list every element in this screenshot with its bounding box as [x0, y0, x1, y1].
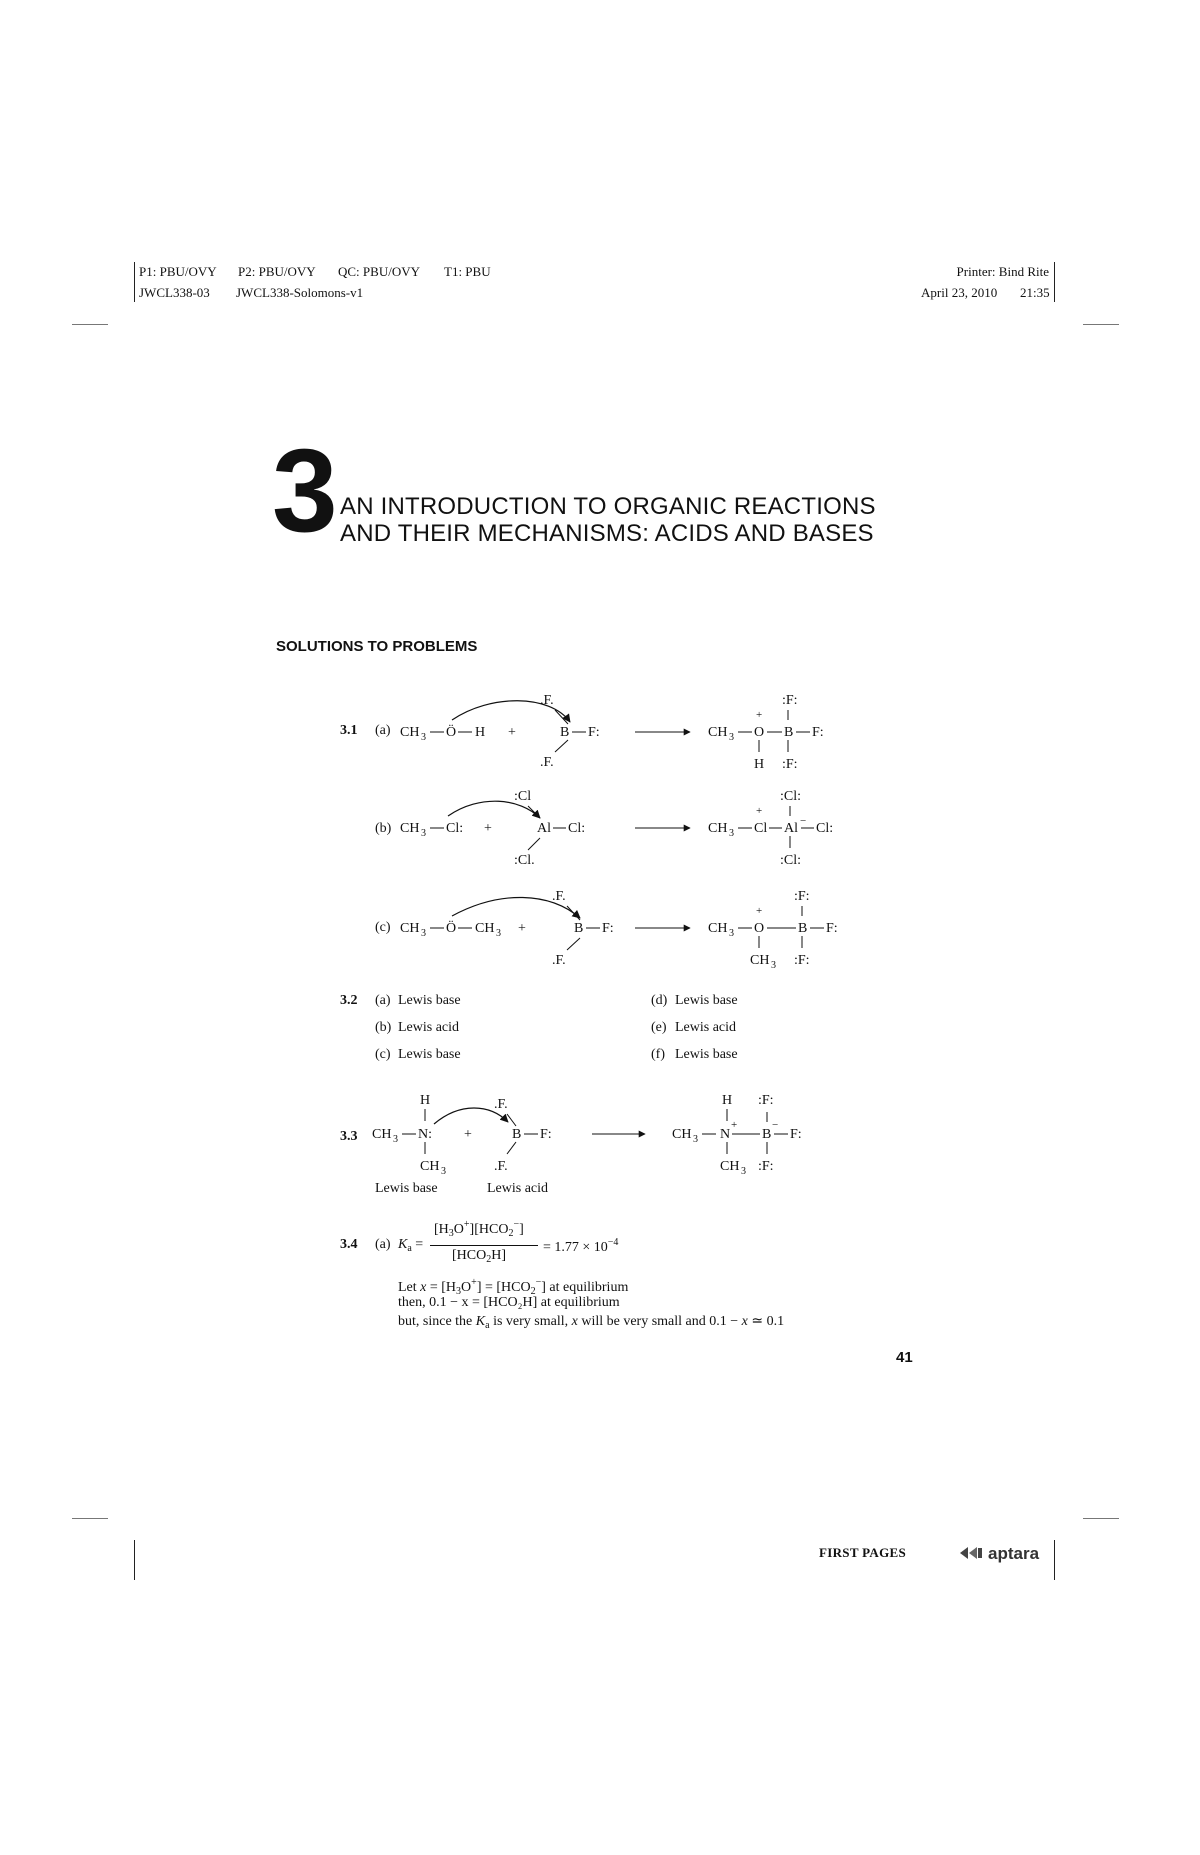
- svg-text:CH: CH: [400, 921, 420, 936]
- svg-text:F:: F:: [602, 921, 614, 936]
- svg-text:.F.: .F.: [540, 693, 554, 708]
- svg-text:Cl: Cl: [754, 821, 768, 836]
- svg-text::F:: :F:: [794, 889, 810, 904]
- svg-text::Cl:: :Cl:: [780, 853, 802, 868]
- footer-right-rule: [1054, 1540, 1055, 1580]
- svg-text:+: +: [484, 821, 492, 836]
- svg-text::Cl.: :Cl.: [514, 853, 535, 868]
- fraction-bar: [430, 1245, 538, 1246]
- reaction-b: [400, 789, 833, 868]
- svg-text::F:: :F:: [758, 1093, 774, 1108]
- crop-mark: [1083, 1518, 1119, 1519]
- equation-line-1: Let $x = [H_3O^+] = [HCO_2^-]$ at equilibrium: [398, 1277, 629, 1297]
- header-qc: QC: PBU/OVY: [338, 264, 420, 279]
- chapter-title-line1: AN INTRODUCTION TO ORGANIC REACTIONS: [340, 493, 876, 520]
- answer-b-label: (b): [375, 1020, 392, 1035]
- part-label-b: (b): [375, 821, 392, 836]
- answer-f-text: Lewis base: [675, 1047, 738, 1062]
- svg-text:3: 3: [741, 1166, 746, 1177]
- svg-text:CH: CH: [750, 953, 770, 968]
- svg-text:.F.: .F.: [552, 889, 566, 904]
- ka-denominator: $[HCO_2H]$: [452, 1248, 507, 1265]
- svg-text::F:: :F:: [782, 693, 798, 708]
- svg-text:Ö: Ö: [446, 921, 457, 936]
- svg-text:H: H: [722, 1093, 733, 1108]
- answer-d-label: (d): [651, 993, 668, 1008]
- svg-text:B: B: [560, 725, 570, 740]
- svg-text:.F.: .F.: [540, 755, 554, 770]
- svg-text::F:: :F:: [794, 953, 810, 968]
- part-label-3-4a: (a): [375, 1237, 391, 1252]
- problem-number-3-3: 3.3: [340, 1129, 358, 1144]
- footer-left-rule: [134, 1540, 135, 1580]
- reaction-c: [400, 889, 838, 971]
- header-time: 21:35: [1020, 285, 1050, 300]
- svg-text:CH: CH: [400, 821, 420, 836]
- svg-text:F:: F:: [826, 921, 838, 936]
- svg-text:H: H: [420, 1093, 431, 1108]
- problem-number-3-2: 3.2: [340, 993, 358, 1008]
- header-printer: Printer: Bind Rite: [956, 264, 1049, 279]
- equation-line-3: but, since the $K_a$ is very small, x will be very small and 0.1 − x ≃ 0.1: [398, 1314, 785, 1331]
- answer-f-label: (f): [651, 1047, 665, 1062]
- svg-text:3: 3: [771, 960, 776, 971]
- svg-text:B: B: [512, 1127, 522, 1142]
- svg-text:−: −: [772, 1119, 779, 1131]
- section-title: SOLUTIONS TO PROBLEMS: [276, 638, 478, 655]
- svg-text:+: +: [731, 1119, 738, 1131]
- equation-line-2: then, 0.1 − x = [HCO₂H] at equilibrium: [398, 1295, 620, 1310]
- answer-c-text: Lewis base: [398, 1047, 461, 1062]
- svg-text:F:: F:: [588, 725, 600, 740]
- svg-text:3: 3: [421, 732, 426, 743]
- svg-text:3: 3: [496, 928, 501, 939]
- reaction-a: [400, 693, 824, 772]
- svg-text:CH: CH: [708, 725, 728, 740]
- ka-value: = $1.77 \times 10^{-4}$: [543, 1237, 619, 1255]
- svg-text:Cl:: Cl:: [568, 821, 586, 836]
- svg-text:.F.: .F.: [552, 953, 566, 968]
- svg-text:Ö: Ö: [446, 725, 457, 740]
- svg-text:CH: CH: [420, 1159, 440, 1174]
- svg-text:B: B: [784, 725, 794, 740]
- answer-e-text: Lewis acid: [675, 1020, 737, 1035]
- svg-text:B: B: [574, 921, 584, 936]
- svg-text:O: O: [754, 921, 765, 936]
- svg-text:3: 3: [421, 828, 426, 839]
- svg-text::F:: :F:: [782, 757, 798, 772]
- chapter-number: 3: [272, 425, 338, 557]
- aptara-logo-icon: [958, 1544, 984, 1562]
- chapter-title-line2: AND THEIR MECHANISMS: ACIDS AND BASES: [340, 520, 874, 547]
- svg-text:F:: F:: [540, 1127, 552, 1142]
- svg-text:CH: CH: [400, 725, 420, 740]
- problem-number-3-1: 3.1: [340, 723, 358, 738]
- crop-mark: [72, 324, 108, 325]
- answer-e-label: (e): [651, 1020, 667, 1035]
- svg-text:N:: N:: [418, 1127, 432, 1142]
- label-lewis-base: Lewis base: [375, 1181, 438, 1196]
- svg-text:CH: CH: [720, 1159, 740, 1174]
- svg-text:B: B: [798, 921, 808, 936]
- svg-text:3: 3: [729, 928, 734, 939]
- header-left-rule: [134, 262, 135, 302]
- header-date: April 23, 2010: [921, 285, 998, 300]
- reaction-scheme-3-3: [370, 1090, 840, 1190]
- reaction-scheme-3-1: [390, 680, 870, 980]
- footer-first-pages: FIRST PAGES: [819, 1545, 906, 1560]
- answer-b-text: Lewis acid: [398, 1020, 460, 1035]
- crop-mark: [1083, 324, 1119, 325]
- label-lewis-acid: Lewis acid: [487, 1181, 549, 1196]
- aptara-logo: [958, 1544, 1039, 1564]
- svg-text:H: H: [475, 725, 486, 740]
- answer-d-text: Lewis base: [675, 993, 738, 1008]
- svg-text:CH: CH: [672, 1127, 692, 1142]
- answer-c-label: (c): [375, 1047, 391, 1062]
- svg-text:CH: CH: [708, 921, 728, 936]
- svg-text:.F.: .F.: [494, 1097, 508, 1112]
- svg-text:F:: F:: [812, 725, 824, 740]
- svg-text:+: +: [508, 725, 516, 740]
- svg-text:+: +: [518, 921, 526, 936]
- svg-text:.F.: .F.: [494, 1159, 508, 1174]
- header-p2: P2: PBU/OVY: [238, 264, 316, 279]
- svg-text::Cl: :Cl: [514, 789, 532, 804]
- header-right-rule: [1054, 262, 1055, 302]
- svg-text:F:: F:: [790, 1127, 802, 1142]
- svg-text:+: +: [756, 709, 763, 721]
- svg-text:O: O: [754, 725, 765, 740]
- svg-text:3: 3: [729, 732, 734, 743]
- answer-a-text: Lewis base: [398, 993, 461, 1008]
- svg-text:Cl:: Cl:: [446, 821, 464, 836]
- svg-text:+: +: [756, 905, 763, 917]
- svg-text:N: N: [720, 1127, 731, 1142]
- svg-text:Al: Al: [784, 821, 798, 836]
- svg-text:3: 3: [421, 928, 426, 939]
- svg-text:3: 3: [693, 1134, 698, 1145]
- svg-text:−: −: [800, 815, 807, 827]
- svg-text::F:: :F:: [758, 1159, 774, 1174]
- aptara-wordmark: aptara: [988, 1544, 1040, 1563]
- svg-text:3: 3: [729, 828, 734, 839]
- svg-text:Cl:: Cl:: [816, 821, 834, 836]
- answer-a-label: (a): [375, 993, 391, 1008]
- svg-text:CH: CH: [708, 821, 728, 836]
- svg-text:+: +: [464, 1127, 472, 1142]
- page-number: 41: [896, 1349, 913, 1366]
- part-label-a: (a): [375, 723, 391, 738]
- problem-number-3-4: 3.4: [340, 1237, 358, 1252]
- ka-numerator: $[H_3O^+][HCO_2^-]$: [434, 1219, 524, 1239]
- svg-text:3: 3: [393, 1134, 398, 1145]
- svg-text:Al: Al: [537, 821, 551, 836]
- svg-text:B: B: [762, 1127, 772, 1142]
- ka-symbol: $K_a$ =: [398, 1237, 424, 1254]
- svg-text:+: +: [756, 805, 763, 817]
- svg-text::Cl:: :Cl:: [780, 789, 802, 804]
- header-code1: JWCL338-03: [139, 285, 210, 300]
- crop-mark: [72, 1518, 108, 1519]
- part-label-c: (c): [375, 920, 391, 935]
- header-t1: T1: PBU: [444, 264, 491, 279]
- svg-text:CH: CH: [372, 1127, 392, 1142]
- header-code2: JWCL338-Solomons-v1: [236, 285, 364, 300]
- svg-text:3: 3: [441, 1166, 446, 1177]
- svg-text:H: H: [754, 757, 765, 772]
- svg-text:CH: CH: [475, 921, 495, 936]
- header-p1: P1: PBU/OVY: [139, 264, 217, 279]
